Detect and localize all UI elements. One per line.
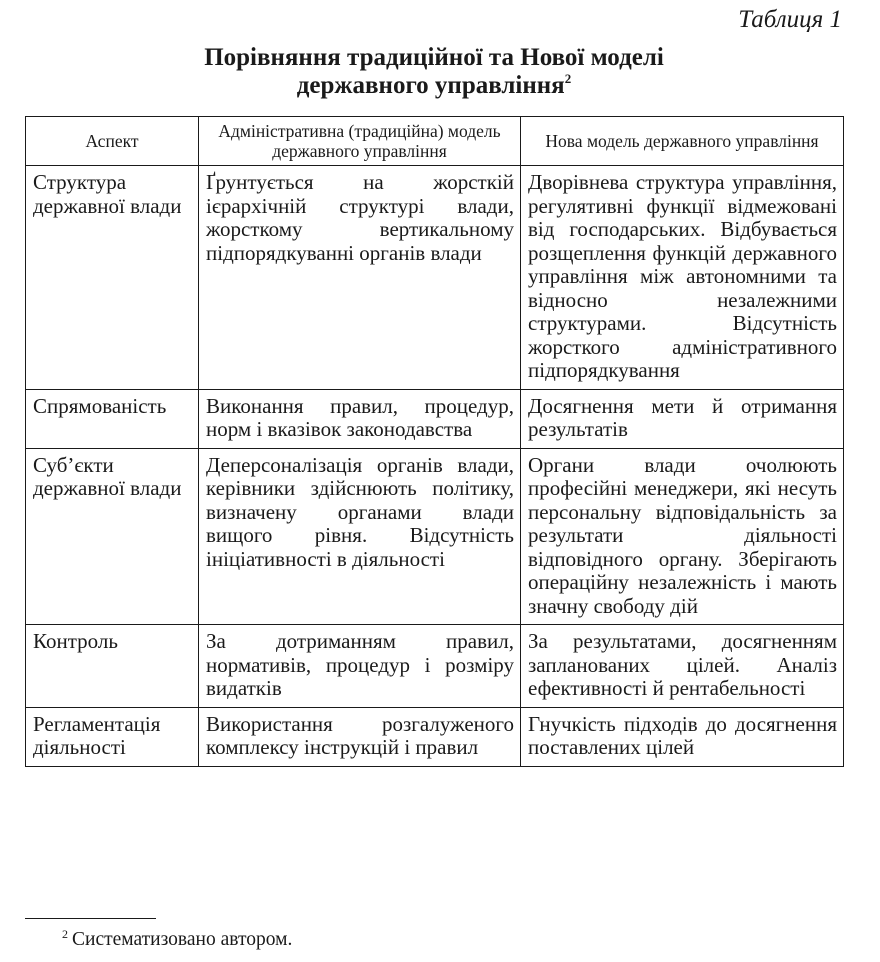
column-header-new: Нова модель державного управління	[521, 117, 844, 166]
title-line-2	[0, 72, 868, 100]
table-title	[0, 44, 868, 100]
footnote	[62, 929, 292, 951]
table-row	[26, 625, 844, 708]
new-model-cell: Гнучкість підходів до досягнення поставлених цілей	[521, 707, 844, 766]
footnote-divider	[25, 918, 156, 919]
table-row	[26, 707, 844, 766]
traditional-cell: Деперсоналізація органів влади, керівники здійснюють політику, визначену органами влади вищого рівня. Відсутність ініціативності в діяльності	[199, 448, 521, 625]
traditional-cell: За дотриманням правил, нормативів, процедур і розміру видатків	[199, 625, 521, 708]
new-model-cell: Органи влади очолюють професійні менеджери, які несуть персональну відповідальність за результати діяльності відповідного органу. Зберігають операційну незалежність і мають значну свободу дій	[521, 448, 844, 625]
aspect-cell: Суб’єкти державної влади	[26, 448, 199, 625]
table-row	[26, 166, 844, 390]
new-model-cell: Дворівнева структура управління, регулятивні функції відмежовані від господарських. Відбувається розщеплення функцій державного управління між автономними та відносно незалежними структурами. Відсутність жорсткого адміністративного підпорядкування	[521, 166, 844, 390]
column-header-aspect: Аспект	[26, 117, 199, 166]
aspect-cell: Регламентація діяльності	[26, 707, 199, 766]
column-header-traditional: Адміністративна (традиційна) модель державного управління	[199, 117, 521, 166]
aspect-cell: Спрямованість	[26, 389, 199, 448]
table-label: Таблиця 1	[738, 6, 842, 33]
new-model-cell: За результатами, досягненням запланованих цілей. Аналіз ефективності й рентабельності	[521, 625, 844, 708]
title-line-2-text: державного управління	[296, 72, 565, 99]
footnote-reference: 2	[564, 71, 572, 86]
table-row	[26, 389, 844, 448]
aspect-cell: Структура державної влади	[26, 166, 199, 390]
traditional-cell: Використання розгалуженого комплексу інструкцій і правил	[199, 707, 521, 766]
traditional-cell: Виконання правил, процедур, норм і вказівок законодавства	[199, 389, 521, 448]
title-line-1: Порівняння традиційної та Нової моделі	[204, 44, 664, 71]
table-row	[26, 448, 844, 625]
new-model-cell: Досягнення мети й отримання результатів	[521, 389, 844, 448]
header-row	[26, 117, 844, 166]
aspect-cell: Контроль	[26, 625, 199, 708]
footnote-text: Систематизовано автором.	[72, 929, 293, 950]
traditional-cell: Ґрунтується на жорсткій ієрархічній структурі влади, жорсткому вертикальному підпорядкуванні органів влади	[199, 166, 521, 390]
footnote-mark: 2	[62, 927, 68, 941]
comparison-table	[25, 116, 844, 767]
